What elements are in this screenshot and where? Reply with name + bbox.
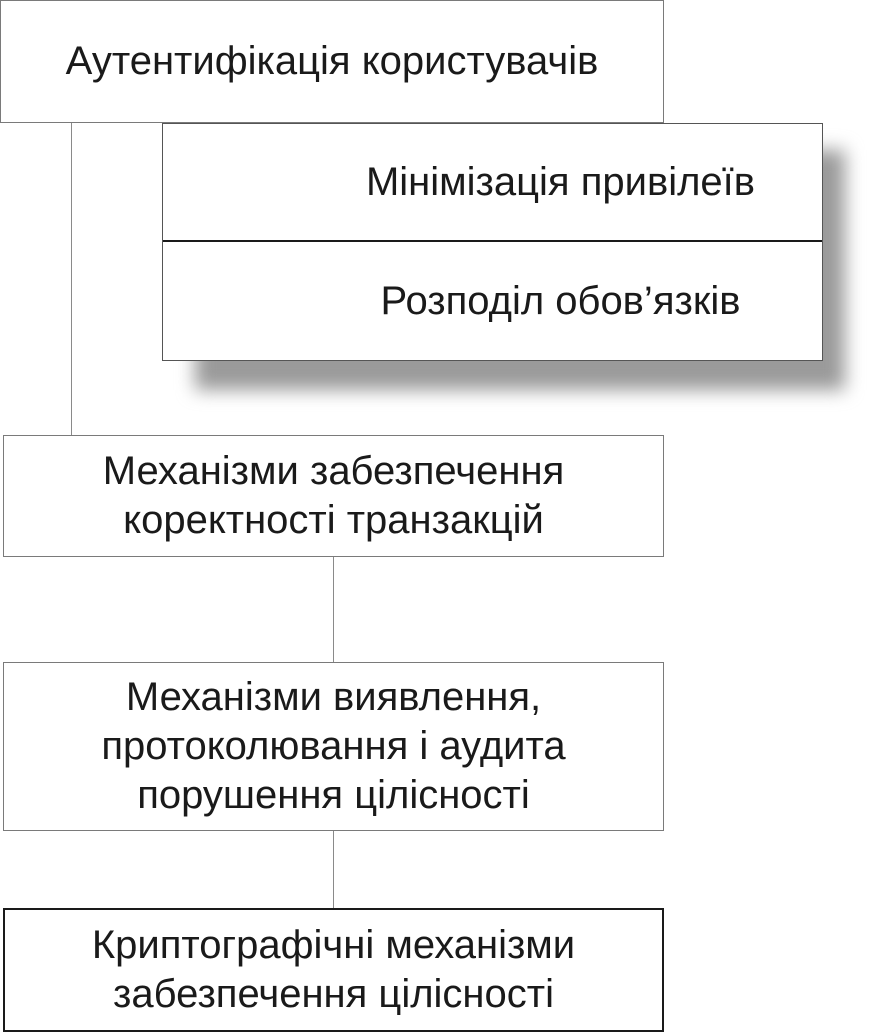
privilege-minimization-label: Мінімізація привілеїв	[365, 160, 756, 204]
authentication-box	[0, 0, 664, 123]
transaction-correctness-line-2: коректності транзакцій	[123, 498, 544, 542]
connector-box3-to-box4	[333, 830, 334, 908]
cryptographic-mechanisms-line-2: забезпечення цілісності	[113, 972, 554, 1016]
detection-audit-line-2: протоколювання і аудита	[101, 724, 566, 769]
detection-audit-line-3: порушення цілісності	[137, 772, 530, 817]
transaction-correctness-box	[3, 435, 664, 557]
privileges-duties-box	[162, 123, 823, 361]
cryptographic-mechanisms-box	[3, 908, 664, 1032]
privilege-minimization-cell	[163, 124, 822, 241]
cryptographic-mechanisms-line-1: Криптографічні механізми	[91, 923, 576, 968]
connector-top-to-box2	[71, 122, 72, 435]
duty-separation-label: Розподіл обов’язків	[380, 278, 741, 323]
duty-separation-cell	[163, 242, 822, 360]
detection-audit-line-1: Механізми виявлення,	[125, 675, 542, 720]
detection-audit-box	[3, 662, 664, 831]
transaction-correctness-line-1: Механізми забезпечення	[102, 449, 565, 494]
authentication-label: Аутентифікація користувачів	[65, 39, 599, 84]
connector-box2-to-box3	[333, 556, 334, 662]
